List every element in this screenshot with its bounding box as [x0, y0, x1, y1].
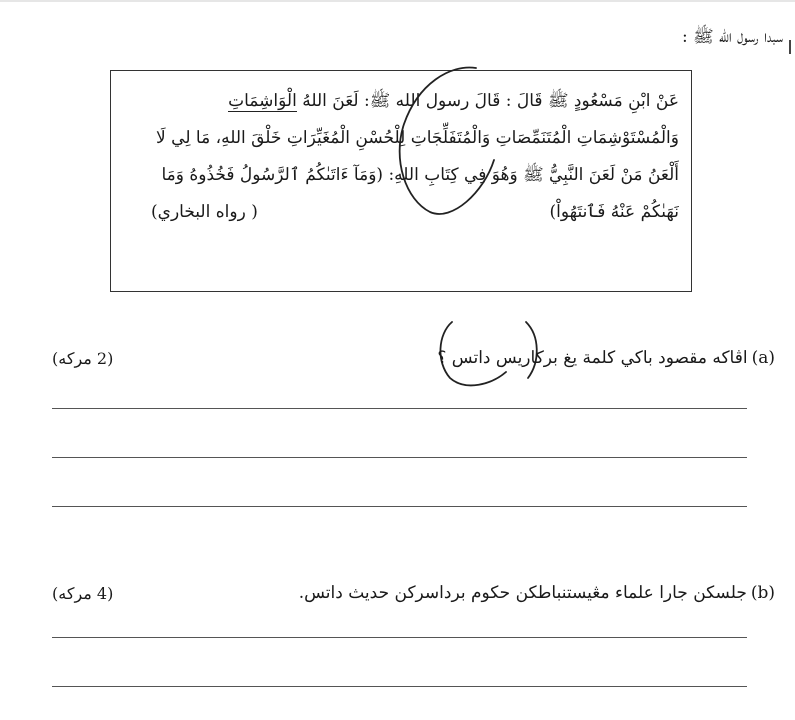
question-b-body	[299, 583, 775, 603]
underlined-word: الْوَاشِمَاتِ	[228, 91, 297, 111]
question-a-text-after: داتس ؟	[437, 348, 491, 368]
question-b	[52, 583, 775, 603]
question-b-text: جلسکن جارا علماء مڠيستنباطکن حکوم برداسرکن حديث داتس.	[298, 583, 747, 603]
question-a-body	[437, 348, 775, 368]
hadith-line-3: أَلْعَنُ مَنْ لَعَنَ النَّبِيُّ ﷺ وَهُوَ فِي كِتَابِ اللهِ: (وَمَآ ءَاتَىٰكُمُ ٱلرَّسُولُ فَخُذُوهُ وَمَا	[161, 165, 679, 185]
hadith-text	[125, 83, 679, 231]
answer-line[interactable]	[52, 408, 747, 409]
question-a-text	[437, 348, 747, 368]
question-a-number: (a)	[751, 348, 775, 368]
hadith-line-4-text: نَهَىٰكُمْ عَنْهُ فَٱنتَهُواْ)	[549, 202, 679, 222]
top-border	[0, 0, 795, 2]
question-a	[52, 348, 775, 368]
question-b-number: (b)	[750, 583, 775, 603]
answer-line[interactable]	[52, 506, 747, 507]
question-a-text-before: اڤاكه مقصود باکي کلمة يغ بر	[543, 348, 748, 368]
hadith-line-2: وَالْمُسْتَوْشِمَاتِ الْمُتَنَمِّصَاتِ وَالْمُتَفَلِّجَاتِ لِلْحُسْنِ الْمُغَيِّرَاتِ خَلْقَ اللهِ، مَا لِي لَا	[156, 128, 679, 148]
question-a-marks: (2 مرکه)	[52, 348, 114, 368]
question-b-marks: (4 مرکه)	[52, 583, 114, 603]
section-heading: سبدا رسول الله ﷺ :	[681, 27, 783, 47]
answer-line[interactable]	[52, 686, 747, 687]
margin-mark	[789, 40, 791, 54]
question-a-highlighted: کاريس	[495, 348, 544, 368]
hadith-source: ( رواه البخاري)	[151, 202, 258, 222]
hadith-line-4	[125, 194, 679, 231]
hadith-line-1-text: عَنْ ابْنِ مَسْعُودٍ ﷺ قَالَ : قَالَ رسول الله ﷺ: لَعَنَ اللهُ	[302, 91, 679, 111]
answer-line[interactable]	[52, 637, 747, 638]
answer-line[interactable]	[52, 457, 747, 458]
hadith-box	[110, 70, 692, 292]
hadith-line-1	[125, 83, 679, 120]
